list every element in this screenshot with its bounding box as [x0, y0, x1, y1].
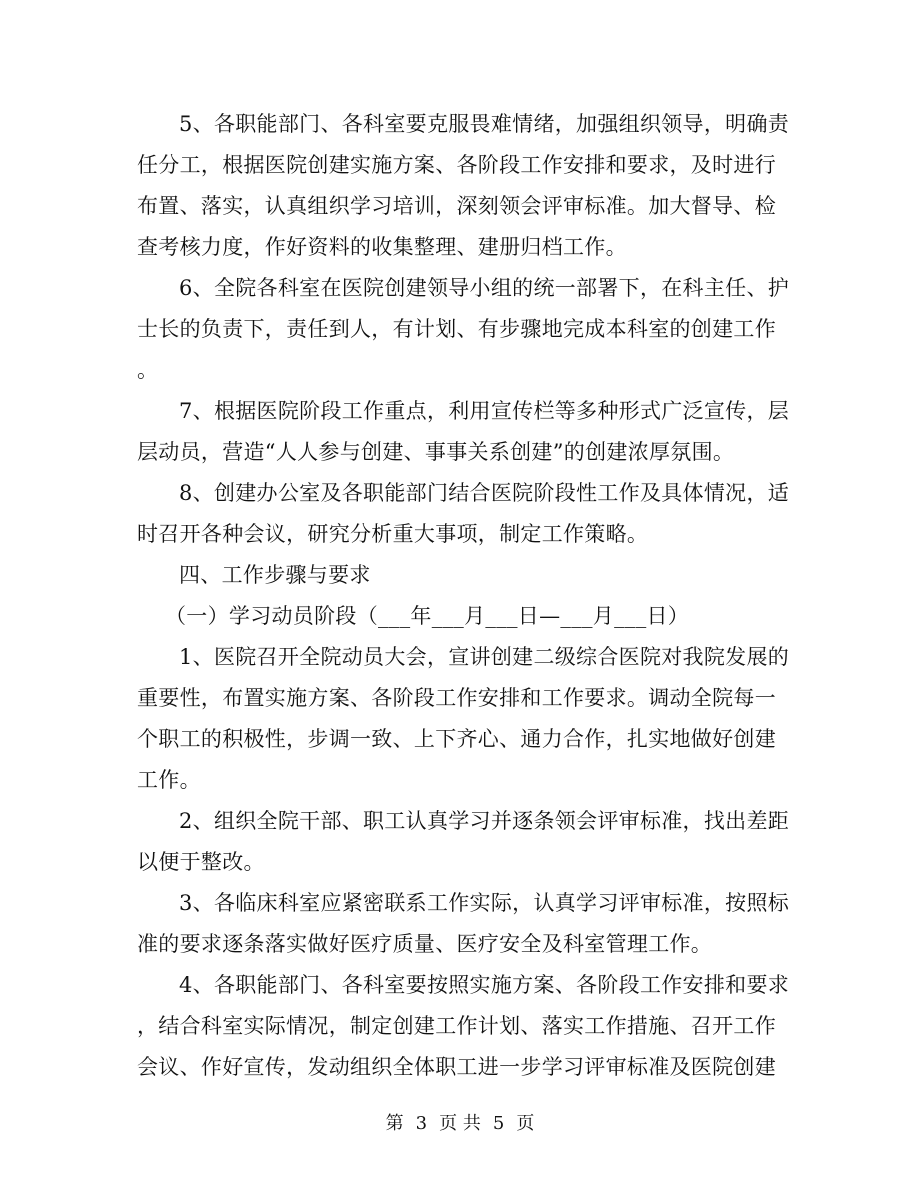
text-line: 个职工的积极性，步调一致、上下齐心、通力合作，扎实地做好创建	[137, 727, 776, 751]
text-line: 2、组织全院干部、职工认真学习并逐条领会评审标准，找出差距	[179, 809, 790, 833]
text-line: 6、全院各科室在医院创建领导小组的统一部署下，在科主任、护	[179, 276, 790, 300]
text-line: 工作。	[137, 768, 201, 792]
text-line: 8、创建办公室及各职能部门结合医院阶段性工作及具体情况，适	[179, 481, 790, 505]
text-line: 4、各职能部门、各科室要按照实施方案、各阶段工作安排和要求	[179, 973, 790, 997]
text-line: 查考核力度，作好资料的收集整理、建册归档工作。	[137, 235, 627, 259]
text-line: 层动员，营造“人人参与创建、事事关系创建”的创建浓厚氛围。	[137, 440, 735, 464]
text-line: 会议、作好宣传，发动组织全体职工进一步学习评审标准及医院创建	[137, 1055, 776, 1079]
text-line: 重要性，布置实施方案、各阶段工作安排和工作要求。调动全院每一	[137, 686, 776, 710]
text-line: 5、各职能部门、各科室要克服畏难情绪，加强组织领导，明确责	[179, 112, 790, 136]
total-pages-number: 5	[492, 1113, 505, 1134]
footer-label-of: 页 共	[439, 1113, 481, 1134]
page-footer	[0, 1112, 920, 1136]
text-line: 准的要求逐条落实做好医疗质量、医疗安全及科室管理工作。	[137, 932, 713, 956]
current-page-number: 3	[415, 1113, 428, 1134]
text-line: 7、根据医院阶段工作重点，利用宣传栏等多种形式广泛宣传，层	[179, 399, 790, 423]
text-line: 。	[137, 358, 159, 382]
footer-label-page: 第	[385, 1113, 404, 1134]
text-line: 士长的负责下，责任到人，有计划、有步骤地完成本科室的创建工作	[137, 317, 776, 341]
text-line: 时召开各种会议，研究分析重大事项，制定工作策略。	[137, 522, 649, 546]
text-line: 1、医院召开全院动员大会，宣讲创建二级综合医院对我院发展的	[179, 645, 790, 669]
text-line: ，结合科室实际情况，制定创建工作计划、落实工作措施、召开工作	[137, 1014, 776, 1038]
section-heading: 四、工作步骤与要求	[179, 563, 371, 587]
text-line: 布置、落实，认真组织学习培训，深刻领会评审标准。加大督导、检	[137, 194, 776, 218]
text-line: 3、各临床科室应紧密联系工作实际，认真学习评审标准，按照标	[179, 891, 790, 915]
subsection-heading: （一）学习动员阶段（___年___月___日—___月___日）	[165, 604, 690, 628]
text-line: 以便于整改。	[137, 850, 265, 874]
text-line: 任分工，根据医院创建实施方案、各阶段工作安排和要求，及时进行	[137, 153, 776, 177]
footer-label-end: 页	[516, 1113, 535, 1134]
